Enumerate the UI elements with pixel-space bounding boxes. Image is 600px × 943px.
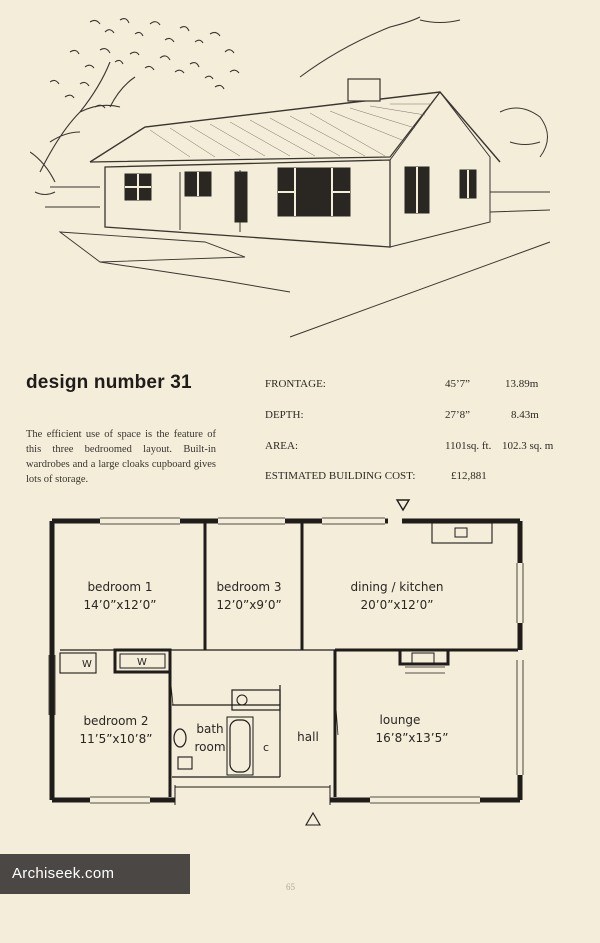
room-size-bedroom-1: 14’0”x12’0” [83,598,157,612]
room-label-hall: hall [297,730,319,744]
spec-value-metric: 13.89m [505,378,539,390]
spec-value-imperial: 27’8” [445,409,471,421]
room-size-lounge: 16’8”x13’5” [375,731,449,745]
spec-value-imperial: 45’7” [445,378,471,390]
spec-label: AREA: [265,440,298,452]
spec-label: FRONTAGE: [265,378,326,390]
house-sketch-illustration [30,12,575,342]
room-label-bedroom-1: bedroom 1 [87,580,153,594]
archiseek-watermark: Archiseek.com [0,854,190,894]
spec-value-cost: £12,881 [451,470,487,482]
room-label-dining-kitchen: dining / kitchen [350,580,444,594]
room-label-lounge: lounge [379,713,421,727]
design-title: design number 31 [26,372,192,393]
spec-value-metric: 102.3 sq. m [502,440,554,452]
room-label-room: room [194,740,226,754]
cupboard-label: c [262,741,270,754]
room-label-bath: bath [196,722,224,736]
wardrobe-label-1: W [82,659,92,670]
wardrobe-label-2: W [137,657,147,668]
spec-label: ESTIMATED BUILDING COST: [265,470,416,482]
room-label-bedroom-2: bedroom 2 [83,714,149,728]
page-number: 65 [286,882,295,892]
room-size-bedroom-2: 11’5”x10’8” [79,732,153,746]
spec-label: DEPTH: [265,409,304,421]
floor-plan [40,495,530,835]
room-size-dining-kitchen: 20’0”x12’0” [360,598,434,612]
spec-value-imperial: 1101sq. ft. [445,440,492,452]
design-description: The efficient use of space is the feature of this three bedroomed layout. Built-in wardrobes and a large cloaks cupboard gives lots of storage. [26,429,216,485]
spec-value-metric: 8.43m [511,409,539,421]
room-label-bedroom-3: bedroom 3 [216,580,282,594]
room-size-bedroom-3: 12’0”x9’0” [216,598,282,612]
